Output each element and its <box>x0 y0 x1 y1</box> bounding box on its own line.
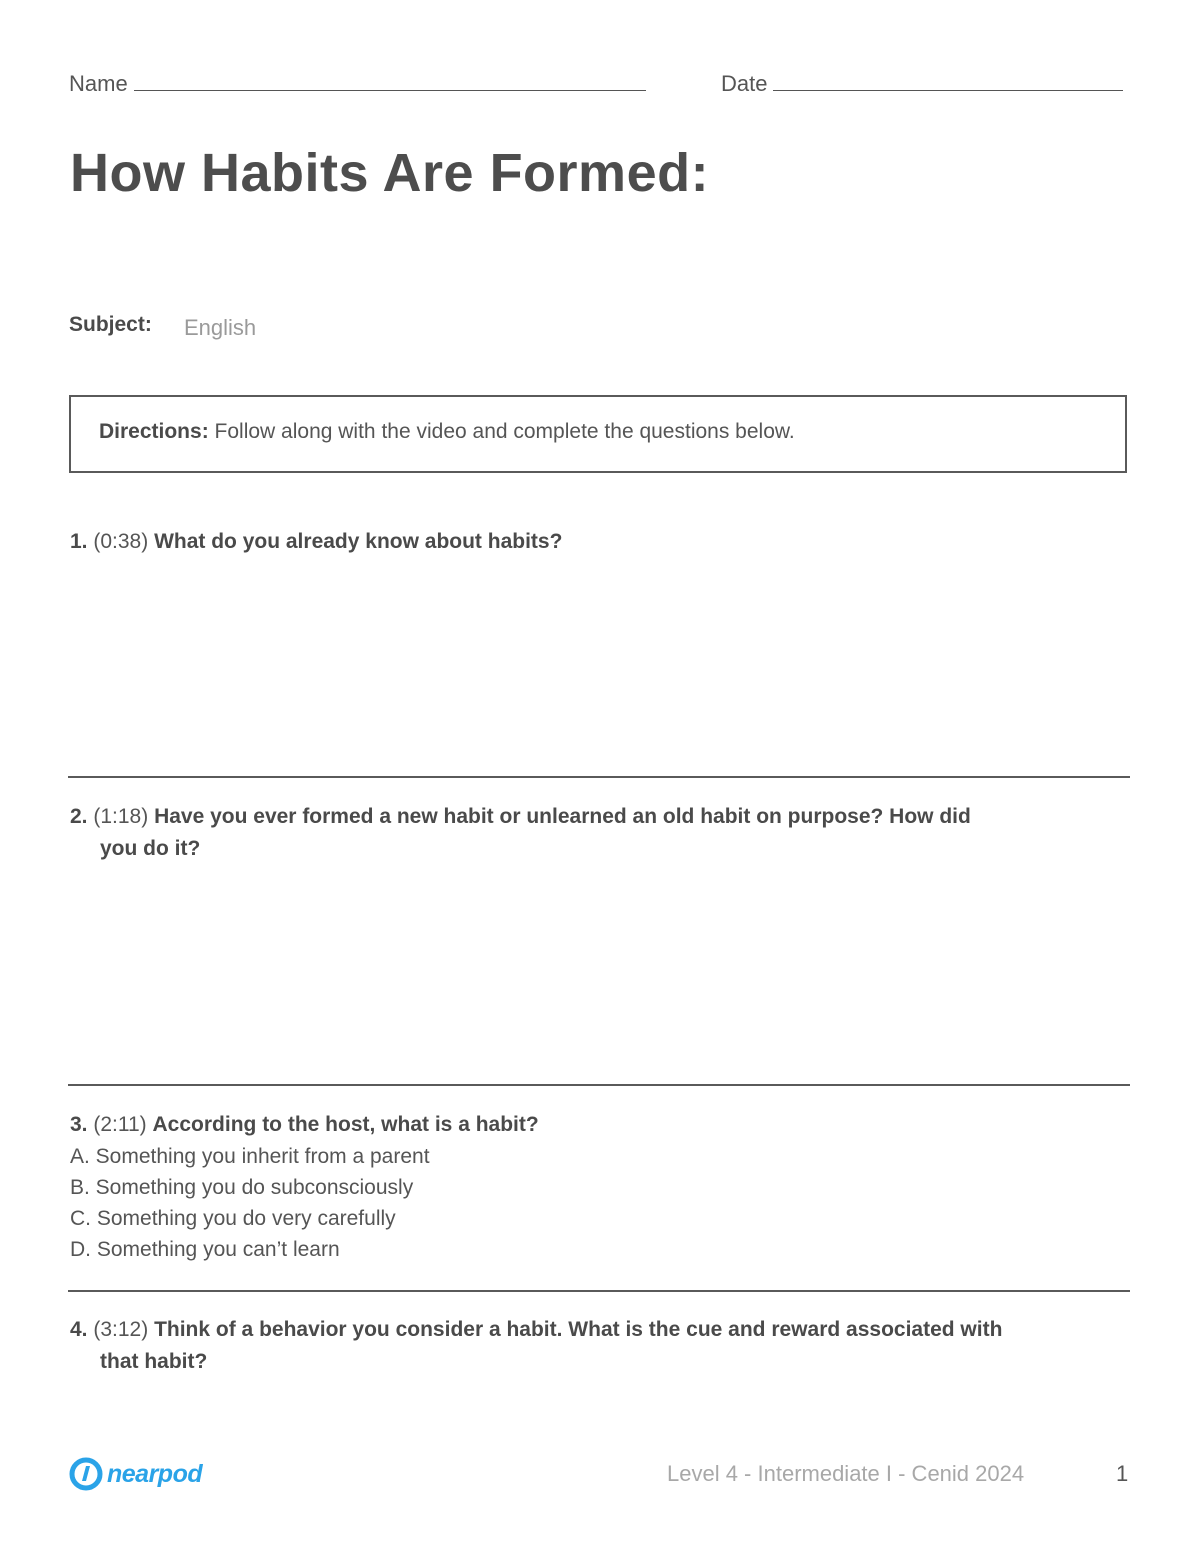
choice-a[interactable]: A. Something you inherit from a parent <box>70 1145 430 1168</box>
directions-body: Follow along with the video and complete the questions below. <box>214 420 795 443</box>
question-2-number: 2. <box>70 805 88 828</box>
page-title: How Habits Are Formed: <box>70 143 710 203</box>
name-blank-line[interactable] <box>134 70 646 91</box>
divider-1 <box>68 776 1130 778</box>
question-3-text: According to the host, what is a habit? <box>152 1113 539 1136</box>
question-2 <box>70 801 1130 865</box>
question-4-text-cont: that habit? <box>100 1350 208 1373</box>
question-1 <box>70 526 1130 558</box>
directions-label: Directions: <box>99 420 209 443</box>
question-1-answer-area[interactable] <box>70 560 1130 765</box>
date-label: Date <box>721 71 768 96</box>
question-3-number: 3. <box>70 1113 88 1136</box>
question-4-answer-area[interactable] <box>70 1380 1130 1440</box>
page-number: 1 <box>1116 1461 1129 1486</box>
date-field[interactable] <box>721 70 1123 97</box>
question-1-number: 1. <box>70 530 88 553</box>
nearpod-logo-text: nearpod <box>107 1459 203 1488</box>
question-1-time: (0:38) <box>93 530 149 553</box>
question-2-time: (1:18) <box>93 805 149 828</box>
choice-d[interactable]: D. Something you can’t learn <box>70 1238 340 1261</box>
subject-label: Subject: <box>69 313 152 336</box>
directions-box <box>69 395 1127 473</box>
name-field[interactable] <box>69 70 646 97</box>
question-2-text-cont: you do it? <box>100 837 201 860</box>
directions-text <box>99 420 795 444</box>
nearpod-logo-icon <box>69 1457 103 1491</box>
date-blank-line[interactable] <box>773 70 1123 91</box>
choice-b[interactable]: B. Something you do subconsciously <box>70 1176 414 1199</box>
subject-value: English <box>184 315 257 340</box>
nearpod-logo <box>69 1457 202 1491</box>
divider-2 <box>68 1084 1130 1086</box>
question-1-text: What do you already know about habits? <box>154 530 563 553</box>
question-4-time: (3:12) <box>93 1318 149 1341</box>
name-label: Name <box>69 71 128 96</box>
choice-c[interactable]: C. Something you do very carefully <box>70 1207 396 1230</box>
question-3-time: (2:11) <box>93 1113 147 1136</box>
question-2-text: Have you ever formed a new habit or unlearned an old habit on purpose? How did <box>154 805 971 828</box>
question-2-answer-area[interactable] <box>70 870 1130 1075</box>
question-3-choices <box>70 1141 430 1265</box>
footer-course: Level 4 - Intermediate I - Cenid 2024 <box>667 1461 1025 1486</box>
divider-3 <box>68 1290 1130 1292</box>
question-4-text: Think of a behavior you consider a habit. What is the cue and reward associated with <box>154 1318 1003 1341</box>
question-3 <box>70 1109 1130 1141</box>
question-4 <box>70 1314 1130 1378</box>
question-4-number: 4. <box>70 1318 88 1341</box>
